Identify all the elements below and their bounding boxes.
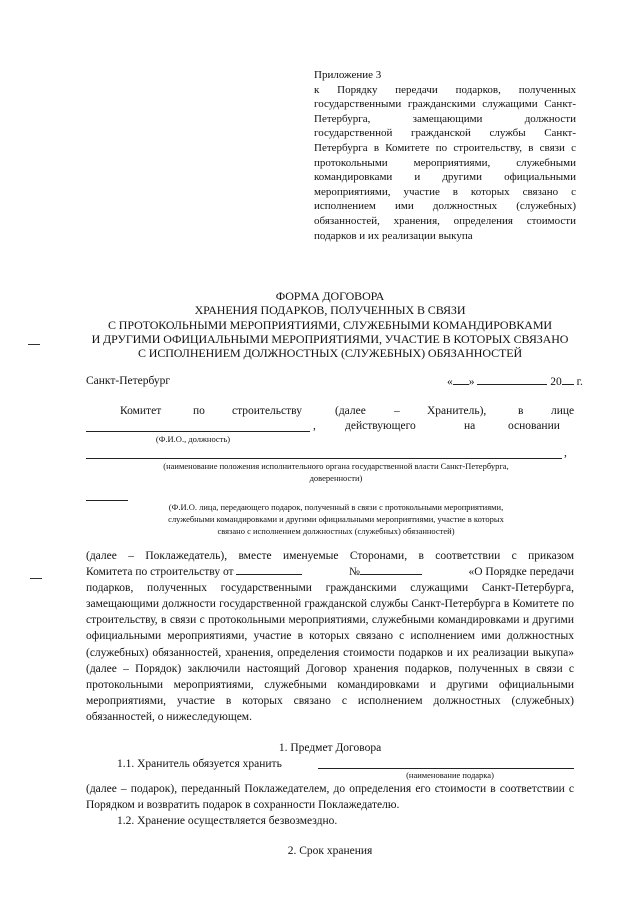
date-month-blank: [477, 374, 547, 385]
caption-fio: (Ф.И.О., должность): [155, 434, 231, 444]
party-word-6: Хранитель),: [427, 405, 487, 417]
date-line: [447, 374, 583, 390]
basis-blank: [86, 458, 562, 459]
preamble-order-number: №: [348, 566, 360, 579]
appendix-title: Приложение 3: [314, 69, 382, 81]
clause-1-1: 1.1. Хранитель обязуется хранить: [117, 758, 282, 770]
party-word-7: в: [518, 405, 524, 417]
party-word-3: строительству: [232, 405, 302, 417]
caption-basis-2: доверенности): [309, 473, 363, 483]
date-year-blank: [562, 374, 574, 385]
preamble-paragraph: [86, 548, 574, 725]
party-word-11: основании: [508, 420, 560, 432]
date-year-suffix: г.: [576, 376, 583, 388]
city-label: Санкт-Петербург: [86, 375, 171, 387]
clause-1-1-continuation: (далее – подарок), переданный Поклажедателем, до определения его стоимости в соответствии с Порядком и возвратить подарок в сохранности Поклажедателю.: [86, 783, 574, 811]
party-word-2: по: [193, 405, 205, 417]
representative-blank: [86, 431, 310, 432]
date-close-quote: »: [468, 376, 475, 388]
form-title-line-1: ФОРМА ДОГОВОРА: [275, 289, 385, 303]
appendix-block: [314, 68, 576, 243]
section-2-heading: 2. Срок хранения: [287, 845, 373, 857]
party-word-8: лице: [551, 405, 575, 417]
form-title-line-5: С ИСПОЛНЕНИЕМ ДОЛЖНОСТНЫХ (СЛУЖЕБНЫХ) ОБЯЗАННОСТЕЙ: [137, 346, 523, 361]
appendix-text: к Порядку передачи подарков, полученных государственными гражданскими служащими Санкт-Петербурга, замещающими должности государственной гражданской службы Санкт-Петербурга в Комитете по строительству, в связи с протокольными мероприятиями, служебными командировками и другими официальными мероприятиями, участие в которых связано с исполнением ими должностных (служебных) обязанностей, хранения, определения стоимости подарков и их реализации выкупа: [314, 83, 576, 242]
preamble-order-title: «О Порядке передачи: [468, 566, 574, 579]
depositor-blank: [86, 500, 128, 501]
form-title-line-4: И ДРУГИМИ ОФИЦИАЛЬНЫМИ МЕРОПРИЯТИЯМИ, УЧАСТИЕ В КОТОРЫХ СВЯЗАНО: [91, 331, 569, 346]
party-word-10: на: [464, 420, 476, 432]
form-title: [80, 289, 580, 360]
date-year-prefix: 20: [550, 376, 562, 388]
caption-gift: (наименование подарка): [406, 770, 494, 780]
order-date-blank: [236, 564, 302, 575]
caption-depositor-1: (Ф.И.О. лица, передающего подарок, полученный в связи с протокольными мероприятиями,: [168, 502, 504, 512]
clause-1-2: 1.2. Хранение осуществляется безвозмездно.: [117, 815, 338, 827]
party-comma: ,: [313, 420, 316, 432]
order-number-blank: [360, 564, 422, 575]
form-title-line-2: ХРАНЕНИЯ ПОДАРКОВ, ПОЛУЧЕННЫХ В СВЯЗИ: [194, 303, 466, 318]
caption-depositor-2: служебными командировками и другими официальными мероприятиями, участие в которых: [168, 514, 504, 524]
form-title-line-3: С ПРОТОКОЛЬНЫМИ МЕРОПРИЯТИЯМИ, СЛУЖЕБНЫМИ КОМАНДИРОВКАМИ: [108, 317, 552, 332]
date-day-blank: [453, 374, 469, 385]
preamble-rest: подарков, полученных государственными гражданскими служащими Санкт-Петербурга, замещающими должности государственной гражданской службы Санкт-Петербурга в Комитете по строительству, в связи с протокольными мероприятиями, служебными командировками и другими официальными мероприятиями, участие в которых связано с исполнением ими должностных (служебных) обязанностей, хранения, определения стоимости подарков и их реализации выкупа» (далее – Порядок) заключили настоящий Договор хранения подарков, полученных в связи с протокольными мероприятиями, служебными командировками и другими официальными мероприятиями, участие в которых связано с исполнением должностных (служебных) обязанностей, о нижеследующем.: [86, 582, 574, 723]
caption-depositor-3: связано с исполнением должностных (служебных) обязанностей): [217, 526, 455, 536]
preamble-line-2: [86, 564, 574, 580]
preamble-order-from: Комитета по строительству от: [86, 566, 234, 579]
party-word-1: Комитет: [120, 405, 162, 417]
margin-mark-1: [28, 344, 40, 345]
basis-end-comma: ,: [564, 447, 567, 459]
section-1-heading: 1. Предмет Договора: [278, 742, 382, 754]
date-open-quote: «: [447, 376, 453, 388]
preamble-line-1: (далее – Поклажедатель), вместе именуемые Сторонами, в соответствии с приказом: [86, 550, 574, 562]
party-word-5: –: [394, 405, 400, 417]
party-word-4: (далее: [335, 405, 366, 417]
gift-name-blank: [318, 768, 574, 769]
margin-mark-2: [30, 578, 42, 579]
caption-basis-1: (наименование положения исполнительного органа государственной власти Санкт-Петербурга,: [163, 461, 509, 471]
party-word-9: действующего: [345, 420, 416, 432]
